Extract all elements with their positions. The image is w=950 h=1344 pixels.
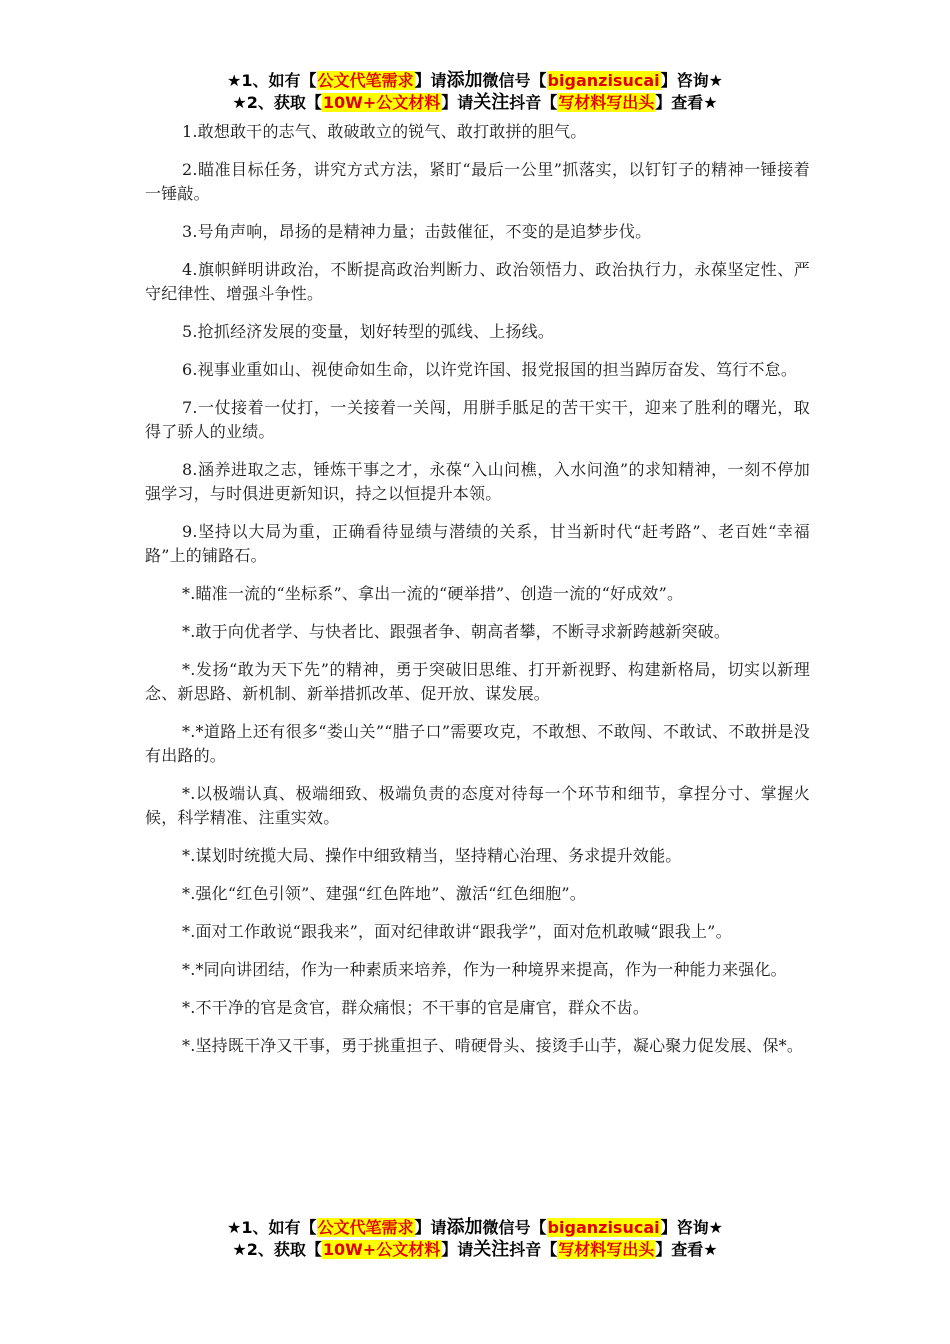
- paragraph: 1.敢想敢干的志气、敢破敢立的锐气、敢打敢拼的胆气。: [182, 122, 587, 141]
- paragraph: *.谋划时统揽大局、操作中细致精当，坚持精心治理、务求提升效能。: [182, 846, 682, 865]
- banner-text: 微信号【: [482, 1218, 547, 1237]
- douyin-account-highlight[interactable]: 写材料写出头: [558, 1240, 655, 1259]
- paragraph: *.强化“红色引领”、建强“红色阵地”、激活“红色细胞”。: [182, 884, 586, 903]
- paragraph: 3.号角声响，昂扬的是精神力量；击鼓催征，不变的是追梦步伐。: [182, 222, 652, 241]
- banner-emphasis: 添加: [446, 70, 483, 91]
- banner-text: 】请: [441, 1240, 474, 1259]
- material-highlight: 10W+公文材料: [322, 1240, 441, 1259]
- bottom-banner: [0, 1217, 950, 1261]
- paragraph: *.发扬“敢为天下先”的精神，勇于突破旧思维、打开新视野、构建新格局，切实以新理念、新思路、新机制、新举措抓改革、促开放、谋发展。: [145, 660, 810, 703]
- banner-text: 】查看★: [655, 93, 718, 112]
- banner-text: 】咨询★: [660, 1218, 723, 1237]
- paragraph: 7.一仗接着一仗打，一关接着一关闯，用胼手胝足的苦干实干，迎来了胜利的曙光，取得了骄人的业绩。: [145, 398, 810, 441]
- banner-text: 微信号【: [482, 71, 547, 90]
- service-highlight: 公文代笔需求: [317, 71, 414, 90]
- top-banner: [0, 70, 950, 114]
- paragraph: 6.视事业重如山、视使命如生命，以许党许国、报党报国的担当踔厉奋发、笃行不怠。: [182, 360, 798, 379]
- banner-emphasis: 添加: [446, 1217, 483, 1238]
- douyin-account-highlight[interactable]: 写材料写出头: [558, 93, 655, 112]
- paragraph: *.*同向讲团结，作为一种素质来培养，作为一种境界来提高，作为一种能力来强化。: [182, 960, 787, 979]
- banner-text: ★2、获取【: [232, 1240, 322, 1259]
- banner-text: ★1、如有【: [227, 71, 317, 90]
- service-highlight: 公文代笔需求: [317, 1218, 414, 1237]
- banner-text: 】咨询★: [660, 71, 723, 90]
- banner-line-1: [0, 1217, 950, 1239]
- banner-text: 抖音【: [509, 1240, 558, 1259]
- paragraph: *.面对工作敢说“跟我来”，面对纪律敢讲“跟我学”，面对危机敢喊“跟我上”。: [182, 922, 732, 941]
- paragraph: 9.坚持以大局为重，正确看待显绩与潜绩的关系，甘当新时代“赶考路”、老百姓“幸福路”上的铺路石。: [145, 522, 810, 565]
- paragraph: *.敢于向优者学、与快者比、跟强者争、朝高者攀，不断寻求新跨越新突破。: [182, 622, 731, 641]
- paragraph: *.不干净的官是贪官，群众痛恨；不干事的官是庸官，群众不齿。: [182, 998, 650, 1017]
- banner-text: 抖音【: [509, 93, 558, 112]
- paragraph: *.以极端认真、极端细致、极端负责的态度对待每一个环节和细节，拿捏分寸、掌握火候，科学精准、注重实效。: [145, 784, 810, 827]
- paragraph: 2.瞄准目标任务，讲究方式方法，紧盯“最后一公里”抓落实，以钉钉子的精神一锤接着一锤敲。: [145, 160, 810, 203]
- paragraph: *.坚持既干净又干事，勇于挑重担子、啃硬骨头、接烫手山芋，凝心聚力促发展、保*。: [182, 1036, 804, 1055]
- document-body: [145, 120, 810, 1072]
- paragraph: *.瞄准一流的“坐标系”、拿出一流的“硬举措”、创造一流的“好成效”。: [182, 584, 684, 603]
- paragraph: 8.涵养进取之志，锤炼干事之才，永葆“入山问樵，入水问渔”的求知精神，一刻不停加强学习，与时俱进更新知识，持之以恒提升本领。: [145, 460, 810, 503]
- paragraph: *.*道路上还有很多“娄山关”“腊子口”需要攻克，不敢想、不敢闯、不敢试、不敢拼是没有出路的。: [145, 722, 810, 765]
- banner-text: 】请: [414, 1218, 447, 1237]
- banner-line-2: [0, 92, 950, 114]
- banner-line-2: [0, 1239, 950, 1261]
- paragraph: 5.抢抓经济发展的变量，划好转型的弧线、上扬线。: [182, 322, 555, 341]
- banner-emphasis: 关注: [473, 1239, 510, 1260]
- wechat-id-highlight[interactable]: biganzisucai: [547, 1218, 660, 1237]
- paragraph: 4.旗帜鲜明讲政治，不断提高政治判断力、政治领悟力、政治执行力，永葆坚定性、严守纪律性、增强斗争性。: [145, 260, 810, 303]
- banner-text: 】查看★: [655, 1240, 718, 1259]
- banner-text: ★2、获取【: [232, 93, 322, 112]
- banner-text: 】请: [441, 93, 474, 112]
- wechat-id-highlight[interactable]: biganzisucai: [547, 71, 660, 90]
- banner-emphasis: 关注: [473, 92, 510, 113]
- banner-text: ★1、如有【: [227, 1218, 317, 1237]
- banner-text: 】请: [414, 71, 447, 90]
- material-highlight: 10W+公文材料: [322, 93, 441, 112]
- banner-line-1: [0, 70, 950, 92]
